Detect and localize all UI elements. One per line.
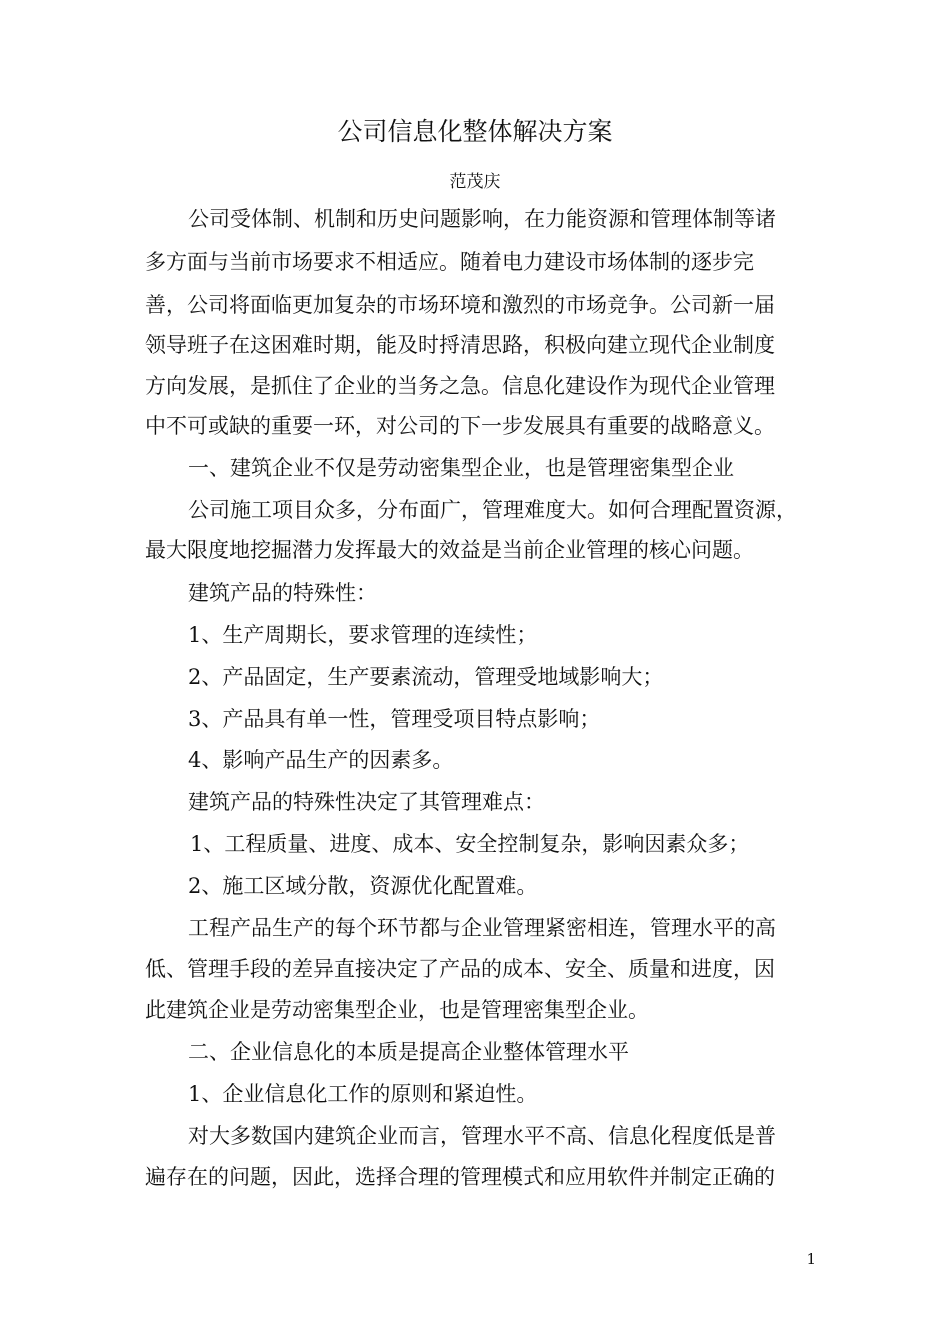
list-item: 2、产品固定，生产要素流动，管理受地域影响大； [188, 665, 664, 689]
body-line: 最大限度地挖掘潜力发挥最大的效益是当前企业管理的核心问题。 [145, 538, 754, 562]
body-line: 低、管理手段的差异直接决定了产品的成本、安全、质量和进度，因 [145, 957, 775, 981]
body-line: 工程产品生产的每个环节都与企业管理紧密相连，管理水平的高 [188, 916, 776, 940]
body-line: 方向发展，是抓住了企业的当务之急。信息化建设作为现代企业管理 [145, 374, 775, 398]
body-line: 对大多数国内建筑企业而言，管理水平不高、信息化程度低是普 [188, 1124, 776, 1148]
body-line: 领导班子在这困难时期，能及时捋清思路，积极向建立现代企业制度 [145, 333, 775, 357]
list-item: 4、影响产品生产的因素多。 [188, 748, 454, 772]
body-line: 善，公司将面临更加复杂的市场环境和激烈的市场竞争。公司新一届 [145, 293, 775, 317]
section-heading: 二、企业信息化的本质是提高企业整体管理水平 [188, 1040, 629, 1064]
body-line: 公司施工项目众多，分布面广，管理难度大。如何合理配置资源， [188, 498, 797, 522]
list-item: 1、生产周期长，要求管理的连续性； [188, 623, 538, 647]
subsection-heading: 1、企业信息化工作的原则和紧迫性。 [188, 1082, 538, 1106]
body-line: 建筑产品的特殊性： [188, 581, 377, 605]
list-item: 2、施工区域分散，资源优化配置难。 [188, 874, 538, 898]
list-item: 1、工程质量、进度、成本、安全控制复杂，影响因素众多； [190, 832, 750, 856]
body-line: 中不可或缺的重要一环，对公司的下一步发展具有重要的战略意义。 [145, 414, 775, 438]
body-line: 多方面与当前市场要求不相适应。随着电力建设市场体制的逐步完 [145, 250, 754, 274]
body-line: 此建筑企业是劳动密集型企业，也是管理密集型企业。 [145, 998, 649, 1022]
document-title: 公司信息化整体解决方案 [337, 117, 613, 146]
body-line: 遍存在的问题，因此，选择合理的管理模式和应用软件并制定正确的 [145, 1165, 775, 1189]
section-heading: 一、建筑企业不仅是劳动密集型企业，也是管理密集型企业 [188, 456, 734, 480]
body-line: 建筑产品的特殊性决定了其管理难点： [188, 790, 545, 814]
list-item: 3、产品具有单一性，管理受项目特点影响； [188, 707, 601, 731]
page-number: 1 [806, 1250, 816, 1268]
document-author: 范茂庆 [449, 172, 501, 192]
body-line: 公司受体制、机制和历史问题影响，在力能资源和管理体制等诸 [188, 207, 776, 231]
